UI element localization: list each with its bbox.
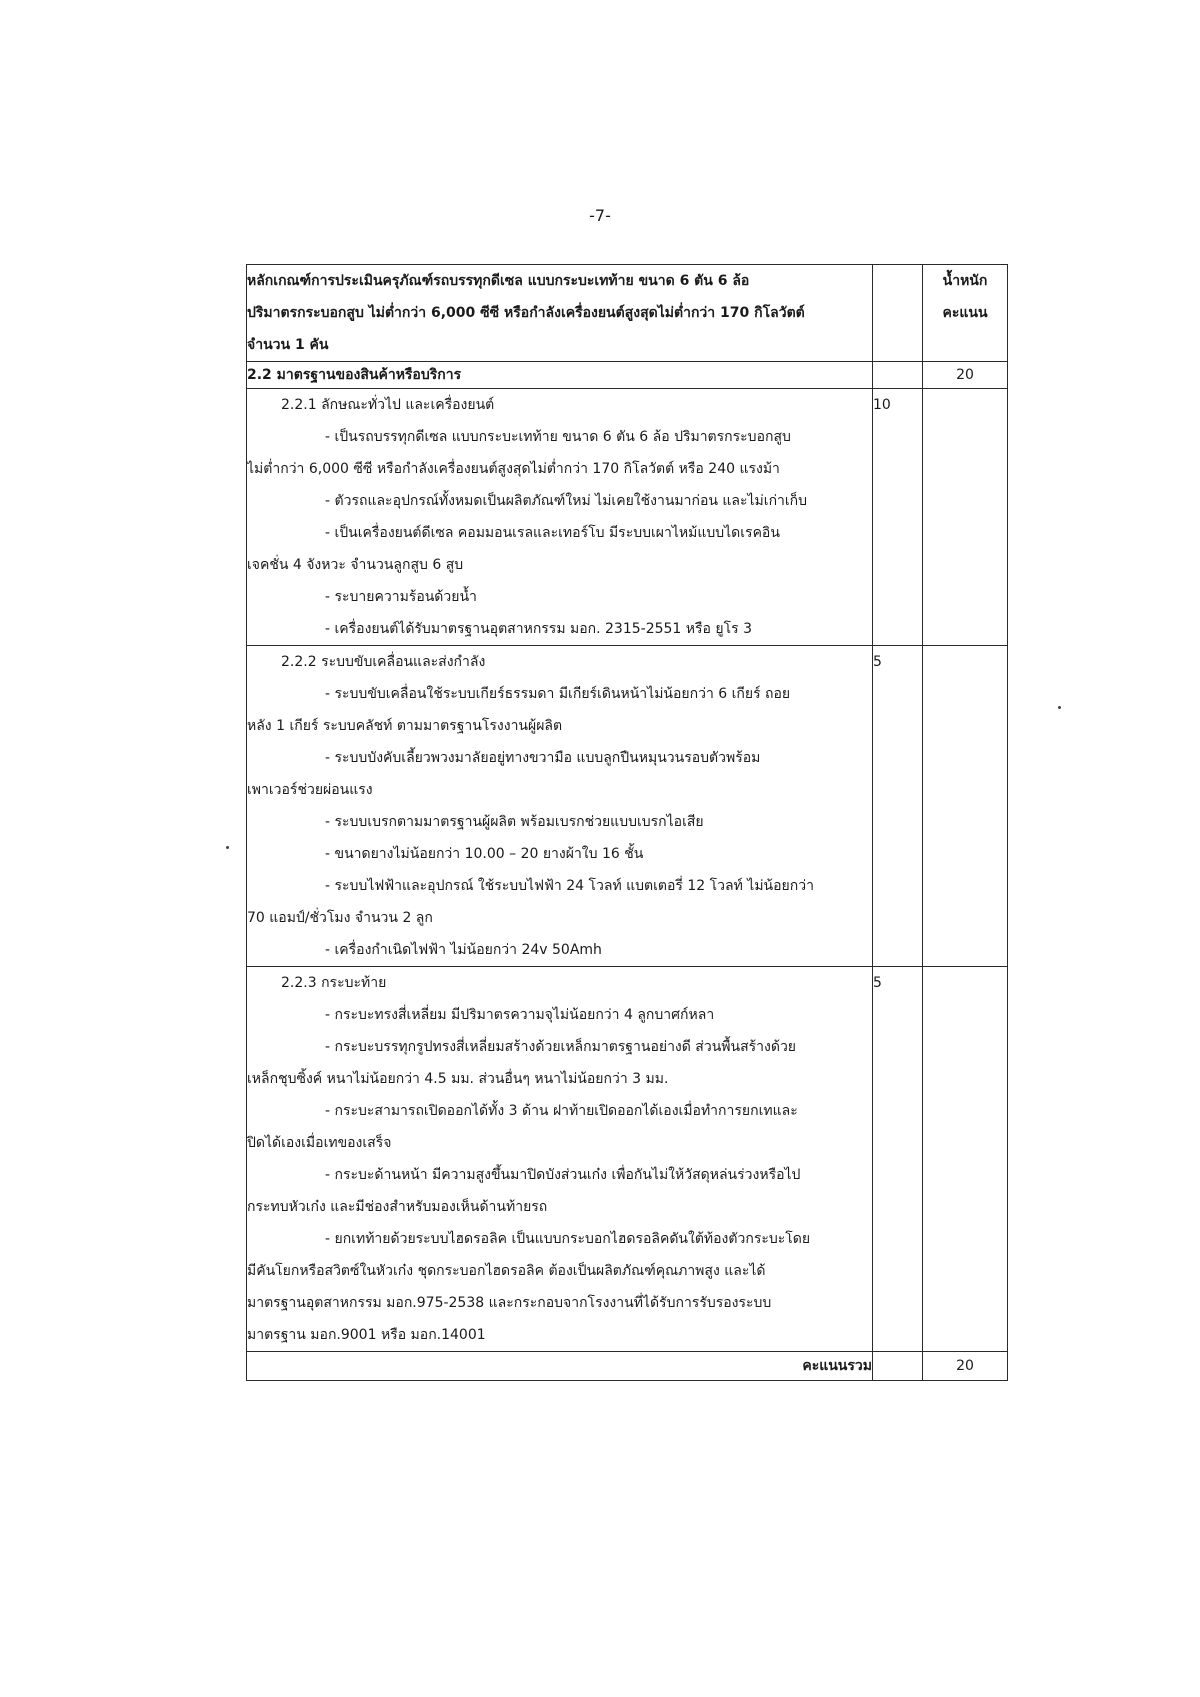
subsection-content <box>247 389 873 646</box>
criteria-item: - ขนาดยางไม่น้อยกว่า 10.00 – 20 ยางผ้าใบ 16 ชั้น <box>325 846 644 862</box>
scan-speck <box>226 846 229 849</box>
subsection-empty-cell <box>923 646 1008 967</box>
criteria-item: - กระบะทรงสี่เหลี่ยม มีปริมาตรความจุไม่น้อยกว่า 4 ลูกบาศก์หลา <box>325 1007 715 1023</box>
criteria-item: - เครื่องกำเนิดไฟฟ้า ไม่น้อยกว่า 24v 50Amh <box>325 942 602 958</box>
header-title-line: หลักเกณฑ์การประเมินครุภัณฑ์รถบรรทุกดีเซล แบบกระบะเทท้าย ขนาด 6 ตัน 6 ล้อ <box>247 273 750 289</box>
page-number: -7- <box>589 206 611 225</box>
criteria-item: - ระบบขับเคลื่อนใช้ระบบเกียร์ธรรมดา มีเกียร์เดินหน้าไม่น้อยกว่า 6 เกียร์ ถอย <box>325 686 791 702</box>
criteria-item: - ระบบไฟฟ้าและอุปกรณ์ ใช้ระบบไฟฟ้า 24 โวลท์ แบตเตอรี่ 12 โวลท์ ไม่น้อยกว่า <box>325 878 814 894</box>
header-weight-line: น้ำหนัก <box>942 273 988 289</box>
criteria-item: - ตัวรถและอุปกรณ์ทั้งหมดเป็นผลิตภัณฑ์ใหม่ ไม่เคยใช้งานมาก่อน และไม่เก่าเก็บ <box>325 493 808 509</box>
criteria-item-continuation: มาตรฐานอุตสาหกรรม มอก.975-2538 และกระกอบจากโรงงานที่ได้รับการรับรองระบบ <box>247 1295 772 1311</box>
criteria-item-continuation: เจคชั่น 4 จังหวะ จำนวนลูกสูบ 6 สูบ <box>247 557 464 573</box>
subsection-score: 5 <box>873 646 923 967</box>
header-title-line: จำนวน 1 คัน <box>247 337 329 353</box>
header-empty-cell <box>873 265 923 362</box>
subsection-title: 2.2.3 กระบะท้าย <box>281 975 387 991</box>
subsection-title: 2.2.1 ลักษณะทั่วไป และเครื่องยนต์ <box>281 397 495 413</box>
section-row <box>247 362 1008 389</box>
total-row <box>247 1352 1008 1381</box>
subsection-row <box>247 967 1008 1352</box>
criteria-item-continuation: หลัง 1 เกียร์ ระบบคลัชท์ ตามมาตรฐานโรงงานผู้ผลิต <box>247 718 563 734</box>
total-value: 20 <box>923 1352 1008 1381</box>
header-weight <box>923 265 1008 362</box>
criteria-item: - กระบะบรรทุกรูปทรงสี่เหลี่ยมสร้างด้วยเหล็กมาตรฐานอย่างดี ส่วนพื้นสร้างด้วย <box>325 1039 797 1055</box>
total-empty-cell <box>873 1352 923 1381</box>
subsection-content <box>247 646 873 967</box>
subsection-content <box>247 967 873 1352</box>
criteria-item-continuation: มาตรฐาน มอก.9001 หรือ มอก.14001 <box>247 1327 486 1343</box>
section-empty-cell <box>873 362 923 389</box>
criteria-item: - ยกเทท้ายด้วยระบบไฮดรอลิค เป็นแบบกระบอกไฮดรอลิคดันใต้ท้องตัวกระบะโดย <box>325 1231 811 1247</box>
subsection-empty-cell <box>923 967 1008 1352</box>
criteria-item: - กระบะสามารถเปิดออกได้ทั้ง 3 ด้าน ฝาท้ายเปิดออกได้เองเมื่อทำการยกเทและ <box>325 1103 798 1119</box>
criteria-item-continuation: ปิดได้เองเมื่อเทของเสร็จ <box>247 1135 392 1151</box>
criteria-item: - เป็นรถบรรทุกดีเซล แบบกระบะเทท้าย ขนาด 6 ตัน 6 ล้อ ปริมาตรกระบอกสูบ <box>325 429 791 445</box>
table-header-row <box>247 265 1008 362</box>
subsection-row <box>247 646 1008 967</box>
criteria-item: - เครื่องยนต์ได้รับมาตรฐานอุตสาหกรรม มอก. 2315-2551 หรือ ยูโร 3 <box>325 621 752 637</box>
criteria-item-continuation: ไม่ต่ำกว่า 6,000 ซีซี หรือกำลังเครื่องยนต์สูงสุดไม่ต่ำกว่า 170 กิโลวัตต์ หรือ 240 แรงม้า <box>247 461 780 477</box>
subsection-score: 5 <box>873 967 923 1352</box>
header-title <box>247 265 873 362</box>
criteria-item-continuation: กระทบหัวเก๋ง และมีช่องสำหรับมองเห็นด้านท้ายรถ <box>247 1199 548 1215</box>
criteria-item-continuation: 70 แอมป์/ชั่วโมง จำนวน 2 ลูก <box>247 910 433 926</box>
total-label: คะแนนรวม <box>247 1352 873 1381</box>
scan-speck <box>1058 706 1061 709</box>
subsection-score: 10 <box>873 389 923 646</box>
subsection-row <box>247 389 1008 646</box>
subsection-empty-cell <box>923 389 1008 646</box>
criteria-item-continuation: เหล็กชุบซิ้งค์ หนาไม่น้อยกว่า 4.5 มม. ส่วนอื่นๆ หนาไม่น้อยกว่า 3 มม. <box>247 1071 669 1087</box>
criteria-item-continuation: เพาเวอร์ช่วยผ่อนแรง <box>247 782 373 798</box>
subsection-title: 2.2.2 ระบบขับเคลื่อนและส่งกำลัง <box>281 654 486 670</box>
criteria-item: - ระบายความร้อนด้วยน้ำ <box>325 589 477 605</box>
criteria-item-continuation: มีคันโยกหรือสวิตซ์ในหัวเก๋ง ชุดกระบอกไฮดรอลิค ต้องเป็นผลิตภัณฑ์คุณภาพสูง และได้ <box>247 1263 766 1279</box>
criteria-item: - ระบบบังคับเลี้ยวพวงมาลัยอยู่ทางขวามือ แบบลูกปืนหมุนวนรอบตัวพร้อม <box>325 750 761 766</box>
header-title-line: ปริมาตรกระบอกสูบ ไม่ต่ำกว่า 6,000 ซีซี หรือกำลังเครื่องยนต์สูงสุดไม่ต่ำกว่า 170 กิโลวัตต์ <box>247 305 805 321</box>
criteria-item: - กระบะด้านหน้า มีความสูงขึ้นมาปิดบังส่วนเก๋ง เพื่อกันไม่ให้วัสดุหล่นร่วงหรือไป <box>325 1167 801 1183</box>
header-weight-line: คะแนน <box>942 305 988 321</box>
criteria-item: - เป็นเครื่องยนต์ดีเซล คอมมอนเรลและเทอร์โบ มีระบบเผาไหม้แบบไดเรคอิน <box>325 525 780 541</box>
section-weight: 20 <box>923 362 1008 389</box>
criteria-item: - ระบบเบรกตามมาตรฐานผู้ผลิต พร้อมเบรกช่วยแบบเบรกไอเสีย <box>325 814 704 830</box>
criteria-table <box>246 264 1008 1381</box>
section-title: 2.2 มาตรฐานของสินค้าหรือบริการ <box>247 362 873 389</box>
